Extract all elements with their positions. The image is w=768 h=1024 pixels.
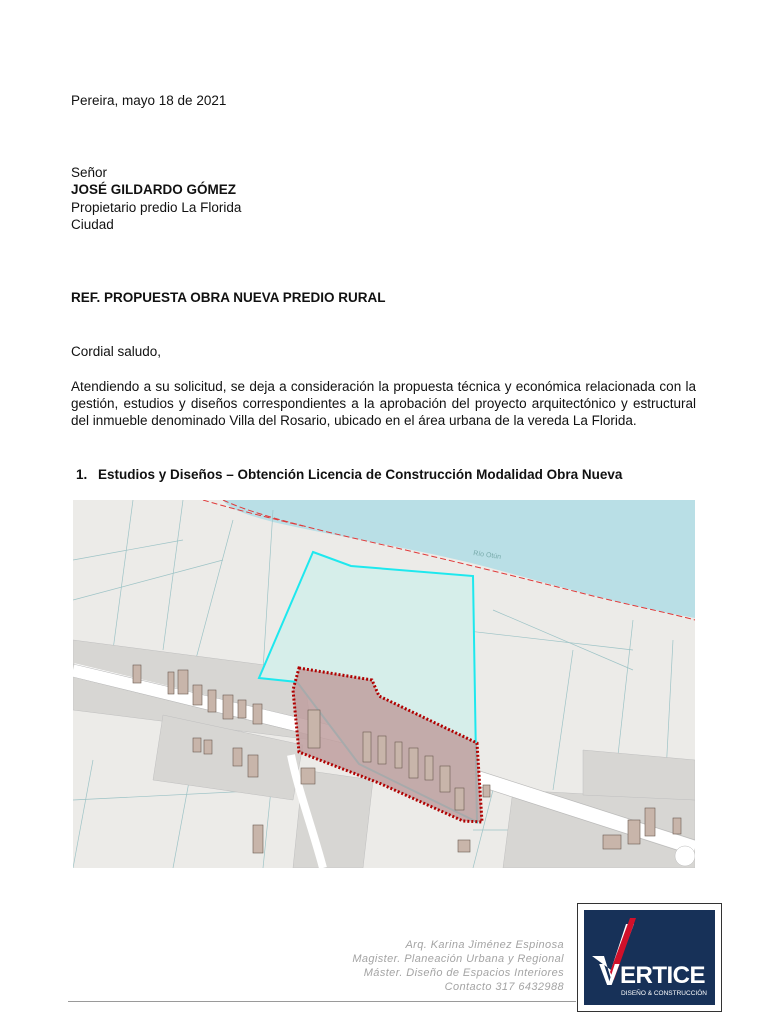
recipient-city: Ciudad [71, 217, 114, 232]
logo-panel [584, 910, 715, 1005]
recipient-title: Señor [71, 165, 108, 180]
signature-degree-1: Magister. Planeación Urbana y Regional [352, 953, 564, 965]
reference-line: REF. PROPUESTA OBRA NUEVA PREDIO RURAL [71, 290, 386, 305]
signature-contact: Contacto 317 6432988 [444, 981, 564, 993]
logo-tagline: DISEÑO & CONSTRUCCIÓN [621, 990, 707, 997]
greeting: Cordial saludo, [71, 344, 162, 359]
section-title: Estudios y Diseños – Obtención Licencia de Construcción Modalidad Obra Nueva [98, 467, 623, 482]
river-label: Río Otún [472, 550, 502, 561]
recipient-role: Propietario predio La Florida [71, 200, 242, 215]
logo-brand: ERTICE [620, 962, 706, 989]
signature-name: Arq. Karina Jiménez Espinosa [405, 939, 564, 951]
cul-de-sac [675, 846, 695, 866]
recipient-name: JOSÉ GILDARDO GÓMEZ [71, 182, 237, 197]
vertice-logo [577, 903, 722, 1012]
signature-degree-2: Máster. Diseño de Espacios Interiores [363, 967, 564, 979]
site-map-graphic [73, 500, 695, 868]
logo-initial: V [599, 957, 620, 992]
site-map [73, 500, 695, 868]
letter-date: Pereira, mayo 18 de 2021 [71, 93, 227, 108]
section-number: 1. [76, 467, 88, 482]
footer-divider [68, 1001, 576, 1002]
body-paragraph: Atendiendo a su solicitud, se deja a consideración la propuesta técnica y económica relacionada con la gestión, estudios y diseños correspondientes a la aprobación del proyecto arquitectónico y estructural del inmueble denominado Villa del Rosario, ubicado en el área urbana de la vereda La Florida. [71, 379, 696, 428]
